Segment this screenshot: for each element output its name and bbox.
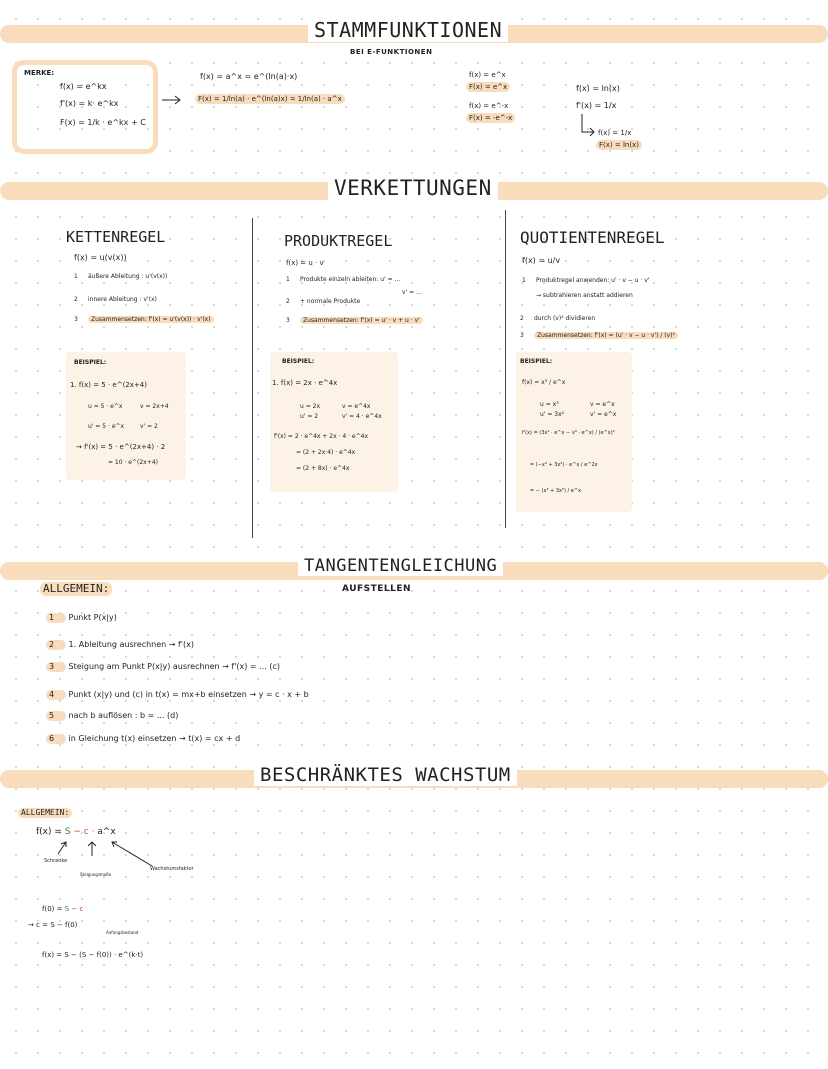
quotientenregel-ex-v: v = e^x [590,401,615,408]
kettenregel-step-1: 1 äußere Ableitung : u'(v(x)) [74,273,168,280]
produktregel-step-1b: v' = ... [402,289,422,296]
column-divider-1 [252,218,253,538]
produktregel-step-2: 2 + normale Produkte [286,298,361,305]
quotientenregel-step-2: 2 durch (v)² dividieren [520,315,596,322]
ln-result-F: F(x) = ln(x) [596,140,642,150]
kettenregel-ex-u-prime: u' = 5 · e^x [88,423,125,430]
wachstum-formula-c: − c · [70,827,98,837]
tangente-allgemein-label: ALLGEMEIN: [40,582,112,596]
produktregel-title: PRODUKTREGEL [284,232,393,250]
exp-a-stammfunktion: F(x) = 1/ln(a) · e^(ln(a)x) = 1/ln(a) · a^x [195,94,345,104]
tangente-step-4: 4 Punkt (x|y) und (c) in t(x) = mx+b einsetzen → y = c · x + b [46,690,309,700]
quotientenregel-ex-u: u = x³ [540,401,559,408]
wachstum-line-f0: f(0) = S − c [42,905,84,913]
tangente-step-3: 3 Steigung am Punkt P(x|y) ausrechnen → f'(x) = ... (c) [46,662,280,672]
tangente-step-6: 6 in Gleichung t(x) einsetzen → t(x) = cx + d [46,734,240,744]
quotientenregel-ex-step: = (−x³ + 3x²) · e^x / e^2x [530,462,598,468]
label-wachstumsfaktor: Wachstumsfaktor [150,866,194,872]
produktregel-ex-1: 1. f(x) = 2x · e^4x [272,379,338,387]
quotientenregel-ex-result: f'(x) = (3x² · e^x − x³ · e^x) / (e^x)² [522,430,615,436]
kettenregel-ex-final: = 10 · e^(2x+4) [108,459,158,466]
wachstum-formula-ax: a^x [97,827,116,837]
kettenregel-step-3: 3 Zusammensetzen: f'(x) = u'(v(x)) · v'(x) [74,315,214,325]
merke-line-2: f'(x) = k· e^kx [60,99,119,108]
wachstum-allgemein-label: ALLGEMEIN: [18,808,72,818]
wachstum-formula-S: S [64,827,71,837]
ln-fprime: f'(x) = 1/x [576,101,617,110]
wachstum-formula-prefix: f(x) = [36,827,65,837]
quotientenregel-step-3: 3 Zusammensetzen: f'(x) = (u' · v − u · v') / (v)² [520,331,678,341]
quotientenregel-ex-v-prime: v' = e^x [590,411,617,418]
quotientenregel-ex-1: f(x) = x³ / e^x [522,379,566,386]
quotientenregel-step-1: 1 Produktregel anwenden: u' · v − u · v' [522,277,650,284]
quotientenregel-beispiel-label: BEISPIEL: [520,358,553,365]
quotientenregel-step-1b: → subtrahieren anstatt addieren [536,292,633,299]
label-steigungsmass: Steigungsmaße [80,872,112,877]
kettenregel-step-2: 2 innere Ableitung : v'(x) [74,296,157,303]
kettenregel-ex-result: → f'(x) = 5 · e^(2x+4) · 2 [76,443,166,451]
wachstum-line-final: f(x) = S − (S − f(0)) · e^(k·t) [42,951,144,959]
produktregel-ex-u-prime: u' = 2 [300,413,319,420]
tangente-step-5: 5 nach b auflösen : b = ... (d) [46,711,178,721]
kettenregel-title: KETTENREGEL [66,228,166,246]
section-subtitle-stammfunktionen: BEI E-FUNKTIONEN [350,48,433,56]
quotientenregel-formula: f(x) = u/v [522,256,561,265]
wachstum-formula [36,826,116,838]
exp-a-definition: f(x) = a^x = e^(ln(a)·x) [200,72,298,81]
ex-pair-1-F: F(x) = e^x [466,82,510,92]
produktregel-formula: f(x) = u · v [286,259,324,267]
section-title-verkettungen: VERKETTUNGEN [328,176,498,200]
tangente-step-1: 1 Punkt P(x|y) [46,613,117,623]
section-subtitle-tangentengleichung: AUFSTELLEN [342,584,412,594]
kettenregel-ex-v: v = 2x+4 [140,403,169,410]
section-title-wachstum: BESCHRÄNKTES WACHSTUM [254,764,517,786]
arrow-right-icon [162,95,184,105]
ln-f: f(x) = ln(x) [576,84,620,93]
quotientenregel-ex-u-prime: u' = 3x² [540,411,565,418]
quotientenregel-ex-final: = − (x³ + 3x²) / e^x [530,488,582,494]
produktregel-ex-u: u = 2x [300,403,321,410]
produktregel-ex-v: v = e^4x [342,403,371,410]
kettenregel-formula: f(x) = u(v(x)) [74,253,127,262]
produktregel-ex-final: = (2 + 8x) · e^4x [296,465,350,472]
column-divider-2 [505,210,506,528]
merke-line-3: F(x) = 1/k · e^kx + C [60,118,146,127]
produktregel-step-3: 3 Zusammensetzen: f'(x) = u' · v + u · v' [286,316,423,326]
wachstum-line-c: → c = S − f(0) [28,921,78,929]
label-schranke: Schranke [44,858,68,864]
kettenregel-ex-u: u = 5 · e^x [88,403,123,410]
produktregel-ex-step: = (2 + 2x·4) · e^4x [296,449,356,456]
merke-label: MERKE: [24,69,55,77]
tangente-step-2: 2 1. Ableitung ausrechnen → f'(x) [46,640,194,650]
wachstum-anfangsbestand: Anfangsbestand [106,930,139,935]
produktregel-ex-v-prime: v' = 4 · e^4x [342,413,382,420]
arrow-down-right-icon [580,114,596,136]
ex-pair-1-f: f(x) = e^x [469,71,506,79]
merke-line-1: f(x) = e^kx [60,82,107,91]
kettenregel-ex-1: 1. f(x) = 5 · e^(2x+4) [70,381,147,389]
ln-result-f: f(x) = 1/x [598,129,632,137]
produktregel-ex-result: f'(x) = 2 · e^4x + 2x · 4 · e^4x [274,433,369,440]
ex-pair-2-f: f(x) = e^-x [469,102,509,110]
produktregel-step-1: 1 Produkte einzeln ableiten: u' = ... [286,276,401,283]
quotientenregel-title: QUOTIENTENREGEL [520,228,665,247]
ex-pair-2-F: F(x) = -e^-x [466,113,515,123]
kettenregel-ex-v-prime: v' = 2 [140,423,158,430]
section-title-tangentengleichung: TANGENTENGLEICHUNG [298,556,503,576]
produktregel-beispiel-label: BEISPIEL: [282,358,315,365]
section-title-stammfunktionen: STAMMFUNKTIONEN [308,18,508,42]
kettenregel-beispiel-label: BEISPIEL: [74,359,107,366]
